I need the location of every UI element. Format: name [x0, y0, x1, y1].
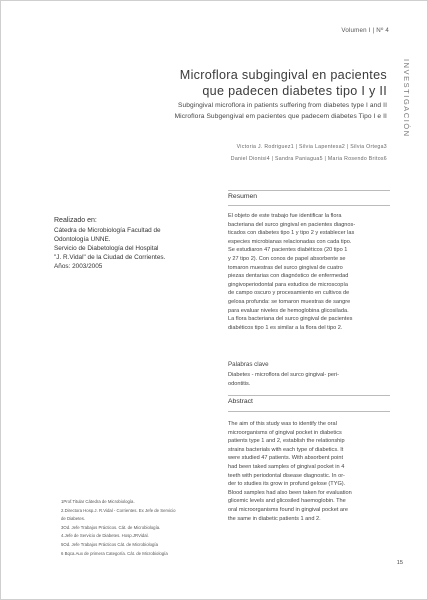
palabras-clave-body	[228, 371, 390, 388]
divider	[228, 190, 390, 191]
subtitle-english: Subgingival microflora in patients suffering from diabetes type I and II	[177, 102, 387, 109]
palabras-line: odontitis.	[228, 380, 251, 387]
divider	[228, 411, 390, 412]
authors-line-1: Victoria J. Rodriguez1 | Silvia Lapentesa2 | Silvia Ortega3	[236, 144, 387, 150]
resumen-line: gelosa profunda: se tomaron muestras de sangre	[228, 298, 351, 305]
subtitle-portuguese: Microflora Subgengival em pacientes que padecem diabetes Tipo I e II	[174, 113, 387, 120]
author-list	[127, 141, 387, 165]
title-line-2: que padecen diabetes tipo I y II	[202, 84, 387, 98]
abstract-line: teeth with periodontal disease diagnostic. In or-	[228, 472, 345, 479]
resumen-line: bacteriana del surco gingival en pacientes diagnos-	[228, 221, 356, 228]
resumen-line: diabéticos tipo 1 es similar a la flora del tipo 2.	[228, 324, 343, 331]
resumen-heading: Resumen	[228, 193, 258, 200]
page-number: 15	[396, 560, 403, 566]
section-tab	[393, 59, 415, 169]
resumen-line: El objeto de este trabajo fue identificar la flora	[228, 213, 342, 219]
abstract-line: der to studies its grow in profund gelose (TYG).	[228, 481, 346, 488]
footnote: de Diabetes.	[61, 516, 86, 522]
resumen-line: especies microbianas relacionadas con cada tipo.	[228, 238, 352, 245]
footnote: 1Prof.Titular Cátedra de Microbiología.	[61, 499, 135, 504]
divider	[228, 395, 390, 396]
section-label: INVESTIGACIÓN	[402, 59, 411, 138]
footnote: 6 Bqca.Aux de primera Categoría. Cát. de Microbiología	[61, 550, 168, 556]
realizado-line: "J. R.Vidal" de la Ciudad de Corrientes.	[54, 253, 166, 261]
footnote: 4.Jefe de Servicio de Diabetes. Hosp.JRVidal.	[61, 533, 149, 539]
realizado-line: Años: 2003/2005	[54, 262, 103, 270]
abstract-line: had been taked samples of gingival pocket in 4	[228, 463, 345, 470]
abstract-line: patients type 1 and 2, establish the relationship	[228, 438, 345, 445]
abstract-line: oral microorganisms found in gingival pocket are	[228, 506, 349, 513]
article-subtitle	[67, 100, 387, 122]
resumen-line: Se estudiaron 47 pacientes diabéticos (20 tipo 1	[228, 247, 348, 254]
abstract-line: glicemic levels and glicosiled haemoglobin. The	[228, 498, 346, 505]
abstract-line: The aim of this study was to identify the oral	[228, 421, 337, 427]
footnote: 3Od. Jefe Trabajos Prácticos. Cát. de Microbiología.	[61, 524, 161, 530]
abstract-line: microorganisms of gingival pocket in diabetics	[228, 429, 342, 436]
volume-header: Volumen I | Nº 4	[341, 27, 389, 34]
authors-line-2: Daniel Dionisi4 | Sandra Paniagua5 | Maria Rosendo Britos6	[230, 156, 387, 162]
resumen-line: La flora bacteriana del surco gingival de pacientes	[228, 316, 353, 323]
article-title	[117, 67, 387, 99]
resumen-body	[228, 212, 390, 332]
realizado-heading: Realizado en:	[54, 217, 97, 224]
resumen-line: piezas dentarias con diagnóstico de enfermedad	[228, 273, 349, 280]
footnotes	[61, 498, 231, 558]
abstract-heading: Abstract	[228, 398, 253, 405]
abstract-line: the same in diabetic patients 1 and 2.	[228, 515, 321, 522]
footnote: 2.Directora Hosp.J. R.Vidal - Corrientes. Ex Jefe de Servicio	[61, 507, 176, 513]
realizado-line: Servicio de Diabetología del Hospital	[54, 244, 159, 252]
abstract-line: Blood samples had also been taken for evaluation	[228, 489, 352, 496]
title-line-1: Microflora subgingival en pacientes	[179, 68, 387, 82]
divider	[228, 205, 390, 206]
resumen-line: gingivoperiodontal para estudios de microscopía	[228, 281, 349, 288]
resumen-line: para evaluar niveles de hemoglobina glicosilada.	[228, 307, 349, 314]
palabras-clave-heading: Palabras clave	[228, 361, 269, 368]
realizado-block	[54, 217, 234, 271]
palabras-line: Diabetes - microflora del surco gingival- peri-	[228, 372, 339, 378]
abstract-line: were studied 47 patients. With absorbent point	[228, 455, 344, 462]
realizado-line: Cátedra de Microbiología Facultad de	[54, 226, 161, 234]
abstract-body	[228, 420, 390, 523]
resumen-line: tomaron muestras del surco gingival de cuatro	[228, 264, 343, 271]
resumen-line: de campo oscuro y procesamiento en cultivos de	[228, 290, 350, 297]
abstract-line: strains bacterials with each type of diabetics. It	[228, 446, 344, 453]
resumen-line: y 27 tipo 2). Con conos de papel absorbente se	[228, 255, 346, 262]
realizado-line: Odontología UNNE.	[54, 235, 111, 243]
resumen-line: ticados con diabetes tipo 1 y tipo 2 y establecer las	[228, 230, 355, 237]
footnote: 5Od. Jefe Trabajos Prácticos Cát. de Microbiología	[61, 541, 158, 547]
